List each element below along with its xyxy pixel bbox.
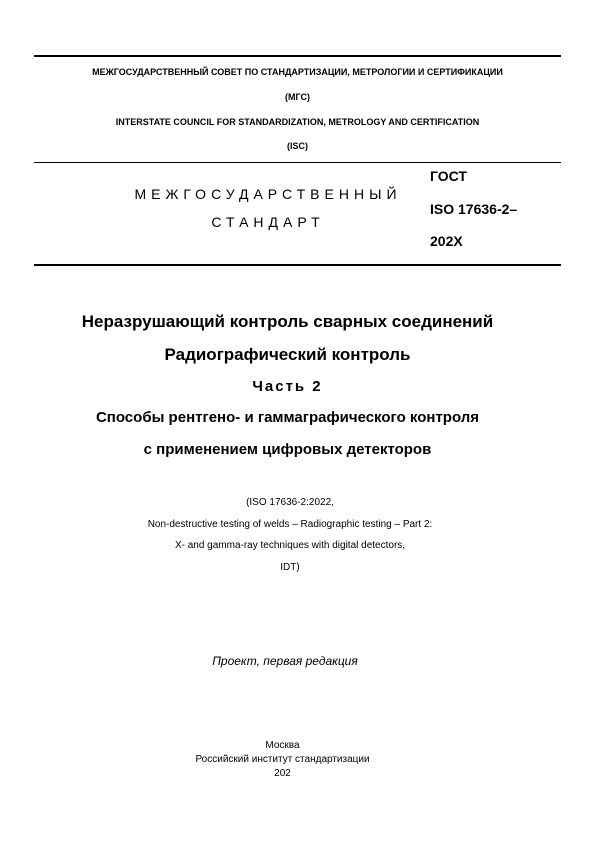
footer-city: Москва: [265, 740, 300, 751]
title-line4: Способы рентгено- и гаммаграфического контроля: [95, 409, 480, 426]
footer-year: 202: [274, 768, 291, 779]
council-abbr-en: (ISC): [287, 141, 308, 151]
iso-ref-line1: (ISO 17636-2:2022,: [246, 497, 334, 508]
title-line2: Радиографический контроль: [164, 345, 411, 364]
iso-ref-line2: Non-destructive testing of welds – Radiographic testing – Part 2:: [147, 519, 433, 530]
iso-ref-line3: X- and gamma-ray techniques with digital detectors,: [174, 540, 406, 551]
standard-number-line1: ISO 17636-2–: [430, 201, 518, 217]
council-name-en: INTERSTATE COUNCIL FOR STANDARDIZATION, METROLOGY AND CERTIFICATION: [115, 117, 480, 127]
title-line5: с применением цифровых детекторов: [143, 441, 432, 458]
bottom-rule: [34, 264, 561, 266]
middle-rule: [34, 162, 561, 163]
title-line1: Неразрушающий контроль сварных соединений: [81, 312, 494, 331]
draft-note: Проект, первая редакция: [212, 654, 358, 668]
footer-institute: Российский институт стандартизации: [195, 754, 370, 765]
title-part: Часть 2: [252, 378, 323, 395]
standard-label-line2: СТАНДАРТ: [211, 214, 325, 230]
gost-label: ГОСТ: [430, 168, 467, 184]
council-name-ru: МЕЖГОСУДАРСТВЕННЫЙ СОВЕТ ПО СТАНДАРТИЗАЦИИ, МЕТРОЛОГИИ И СЕРТИФИКАЦИИ: [92, 67, 503, 77]
council-abbr-ru: (МГС): [285, 92, 310, 102]
standard-number-line2: 202X: [430, 233, 463, 249]
iso-ref-line4: IDT): [280, 562, 300, 573]
standard-label-line1: МЕЖГОСУДАРСТВЕННЫЙ: [134, 186, 402, 202]
top-rule: [34, 55, 561, 57]
